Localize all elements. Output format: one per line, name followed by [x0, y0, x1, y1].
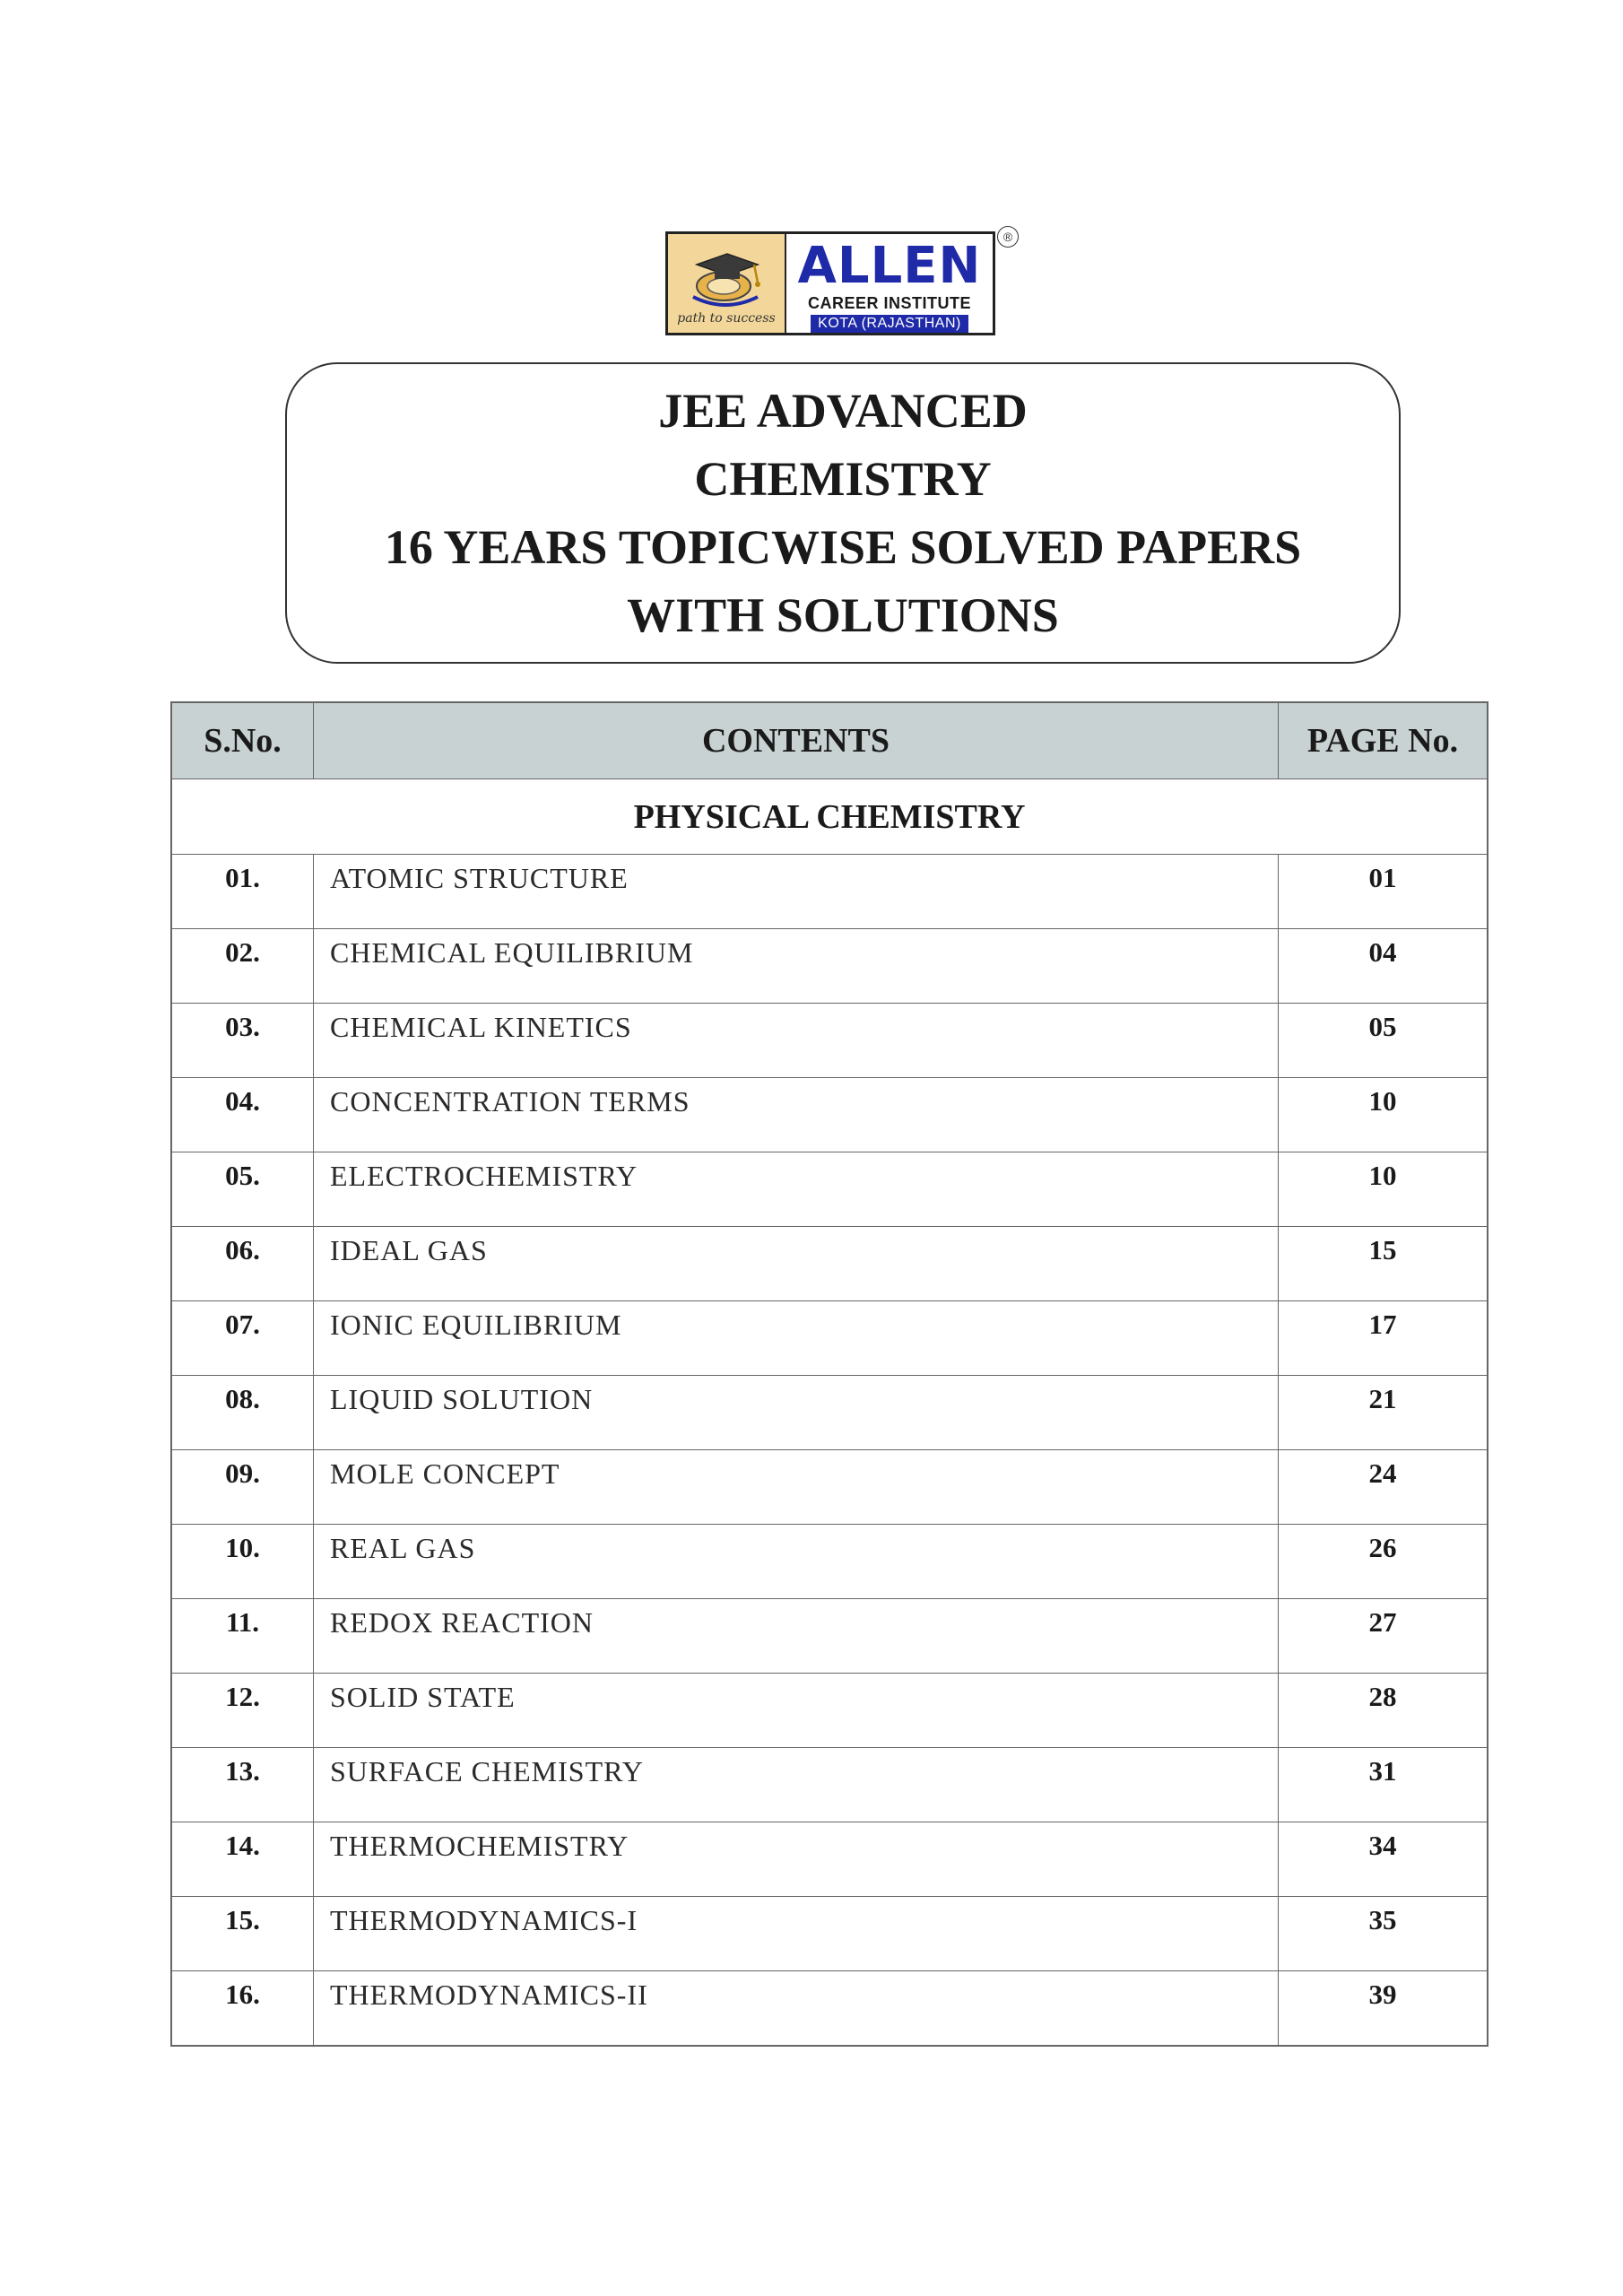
table-row [172, 1524, 1487, 1598]
row-sno: 01. [225, 862, 260, 893]
row-page-cell [1279, 1822, 1487, 1896]
row-page-cell [1279, 1525, 1487, 1598]
row-page: 28 [1368, 1681, 1397, 1712]
table-header [172, 703, 1487, 778]
row-page-cell [1279, 1152, 1487, 1226]
row-topic-cell [314, 1078, 1279, 1152]
table-row [172, 1747, 1487, 1822]
allen-logo [665, 231, 995, 335]
row-topic-cell [314, 1748, 1279, 1822]
header-contents: CONTENTS [314, 703, 1279, 778]
row-topic: LIQUID SOLUTION [330, 1383, 594, 1415]
row-topic: IONIC EQUILIBRIUM [330, 1309, 622, 1341]
row-page-cell [1279, 1004, 1487, 1077]
row-page: 10 [1368, 1085, 1397, 1117]
row-sno-cell [172, 1822, 314, 1896]
row-topic-cell [314, 1301, 1279, 1375]
row-sno: 05. [225, 1160, 260, 1191]
logo-emblem [668, 234, 786, 333]
row-topic-cell [314, 1376, 1279, 1449]
row-topic-cell [314, 1152, 1279, 1226]
title-line-4: WITH SOLUTIONS [627, 588, 1059, 642]
title-line-2: CHEMISTRY [694, 452, 992, 506]
row-page: 17 [1368, 1309, 1397, 1340]
row-sno: 04. [225, 1085, 260, 1117]
table-row [172, 854, 1487, 928]
row-sno-cell [172, 1004, 314, 1077]
row-sno: 02. [225, 936, 260, 968]
row-page: 05 [1368, 1011, 1397, 1042]
row-page-cell [1279, 1450, 1487, 1524]
title-line-1: JEE ADVANCED [658, 384, 1028, 438]
row-page-cell [1279, 1227, 1487, 1300]
row-page-cell [1279, 1301, 1487, 1375]
logo-wordmark [786, 234, 993, 333]
row-sno-cell [172, 1227, 314, 1300]
row-sno: 08. [225, 1383, 260, 1414]
row-sno: 11. [225, 1606, 260, 1638]
row-page: 34 [1368, 1830, 1397, 1861]
row-sno: 06. [225, 1234, 260, 1265]
row-topic-cell [314, 929, 1279, 1003]
table-row [172, 1375, 1487, 1449]
row-topic: THERMODYNAMICS-I [330, 1904, 638, 1936]
row-topic: SOLID STATE [330, 1681, 516, 1713]
row-topic-cell [314, 1897, 1279, 1970]
row-sno-cell [172, 1897, 314, 1970]
row-sno: 10. [225, 1532, 260, 1563]
row-page: 39 [1368, 1979, 1397, 2010]
table-row [172, 1226, 1487, 1300]
row-sno: 12. [225, 1681, 260, 1712]
logo-name: ALLEN [797, 237, 982, 295]
row-sno-cell [172, 1450, 314, 1524]
header-sno: S.No. [172, 703, 314, 778]
table-row [172, 1673, 1487, 1747]
row-sno-cell [172, 1376, 314, 1449]
row-topic: CHEMICAL EQUILIBRIUM [330, 936, 694, 969]
row-sno: 16. [225, 1979, 260, 2010]
row-page: 04 [1368, 936, 1397, 968]
row-page-cell [1279, 1376, 1487, 1449]
row-sno: 13. [225, 1755, 260, 1787]
row-topic-cell [314, 1822, 1279, 1896]
row-page-cell [1279, 1078, 1487, 1152]
row-topic-cell [314, 1525, 1279, 1598]
row-sno: 03. [225, 1011, 260, 1042]
table-row [172, 1822, 1487, 1896]
row-page-cell [1279, 1748, 1487, 1822]
row-sno-cell [172, 855, 314, 928]
row-sno-cell [172, 1674, 314, 1747]
row-page-cell [1279, 855, 1487, 928]
row-topic: CHEMICAL KINETICS [330, 1011, 632, 1043]
section-heading: PHYSICAL CHEMISTRY [172, 778, 1487, 854]
table-row [172, 1003, 1487, 1077]
row-page-cell [1279, 1674, 1487, 1747]
row-topic-cell [314, 1227, 1279, 1300]
row-topic: REAL GAS [330, 1532, 476, 1564]
row-topic-cell [314, 1674, 1279, 1747]
row-topic: ELECTROCHEMISTRY [330, 1160, 638, 1192]
row-sno-cell [172, 1748, 314, 1822]
row-topic-cell [314, 855, 1279, 928]
table-row [172, 1896, 1487, 1970]
row-sno-cell [172, 1152, 314, 1226]
row-topic: SURFACE CHEMISTRY [330, 1755, 644, 1787]
table-row [172, 1970, 1487, 2045]
header-page: PAGE No. [1306, 722, 1459, 760]
row-sno: 14. [225, 1830, 260, 1861]
title-line-3: 16 YEARS TOPICWISE SOLVED PAPERS [384, 520, 1302, 574]
row-sno-cell [172, 1525, 314, 1598]
row-sno-cell [172, 929, 314, 1003]
table-row [172, 1077, 1487, 1152]
row-topic: IDEAL GAS [330, 1234, 488, 1266]
table-row [172, 1152, 1487, 1226]
row-page: 15 [1368, 1234, 1397, 1265]
row-topic-cell [314, 1004, 1279, 1077]
row-sno: 15. [225, 1904, 260, 1935]
row-topic: MOLE CONCEPT [330, 1457, 560, 1490]
row-page-cell [1279, 929, 1487, 1003]
registered-mark-icon: ® [997, 226, 1019, 248]
table-row [172, 1449, 1487, 1524]
row-page: 24 [1368, 1457, 1397, 1489]
row-page-cell [1279, 1599, 1487, 1673]
contents-table [170, 701, 1488, 2047]
table-row [172, 1598, 1487, 1673]
row-topic-cell [314, 1450, 1279, 1524]
row-sno-cell [172, 1599, 314, 1673]
logo-city: KOTA (RAJASTHAN) [811, 315, 968, 333]
row-page: 10 [1368, 1160, 1397, 1191]
row-topic: CONCENTRATION TERMS [330, 1085, 690, 1118]
logo-subtitle: CAREER INSTITUTE [807, 294, 971, 312]
row-page: 26 [1368, 1532, 1397, 1563]
row-sno: 09. [225, 1457, 260, 1489]
row-topic: ATOMIC STRUCTURE [330, 862, 629, 894]
row-page-cell [1279, 1897, 1487, 1970]
title-box [285, 362, 1401, 664]
row-topic: THERMODYNAMICS-II [330, 1979, 648, 2011]
row-topic-cell [314, 1971, 1279, 2045]
row-sno-cell [172, 1078, 314, 1152]
row-sno: 07. [225, 1309, 260, 1340]
row-topic: THERMOCHEMISTRY [330, 1830, 629, 1862]
logo-tagline: path to success [677, 311, 776, 326]
row-page: 27 [1368, 1606, 1397, 1638]
row-topic: REDOX REACTION [330, 1606, 594, 1639]
row-sno-cell [172, 1971, 314, 2045]
row-sno-cell [172, 1301, 314, 1375]
table-row [172, 928, 1487, 1003]
row-page: 31 [1368, 1755, 1397, 1787]
row-page: 01 [1368, 862, 1397, 893]
row-page: 21 [1368, 1383, 1397, 1414]
row-page-cell [1279, 1971, 1487, 2045]
table-row [172, 1300, 1487, 1375]
row-topic-cell [314, 1599, 1279, 1673]
row-page: 35 [1368, 1904, 1397, 1935]
